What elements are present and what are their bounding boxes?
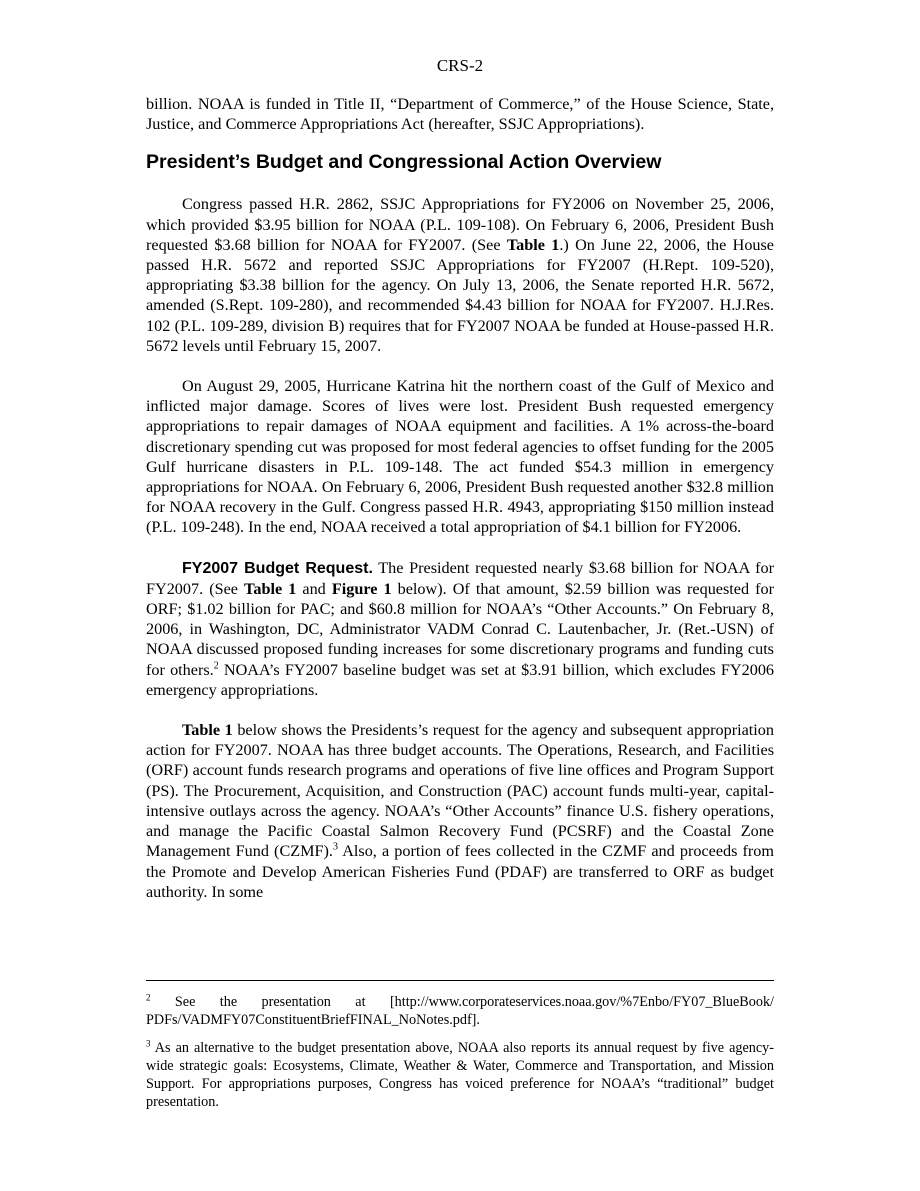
footnote-3: [146, 1039, 774, 1111]
footnote-mark: 2: [213, 660, 219, 672]
footnotes: [146, 980, 774, 1121]
table-1-reference: Table 1: [506, 235, 560, 254]
footnote-text: See the presentation at [http://www.corporateservices.noaa.gov/%7Enbo/FY07_BlueBook/ PDFs/VADMFY07ConstituentBriefFINAL_NoNotes.pdf].: [146, 994, 774, 1028]
para3-text-a: The President requested nearly $3.68 billion for NOAA for FY2007. (See: [146, 558, 774, 598]
page-header: CRS-2: [436, 56, 484, 75]
footnote-number: 2: [146, 992, 151, 1003]
para3-text-c: NOAA’s FY2007 baseline budget was set at $3.91 billion, which excludes FY2006 emergency appropriations.: [146, 660, 775, 699]
runin-heading: FY2007 Budget Request.: [182, 559, 373, 577]
footnote-2: [146, 993, 774, 1029]
body-text: [146, 94, 774, 902]
footnote-divider: [146, 980, 774, 981]
table-1-reference: Table 1: [244, 579, 297, 598]
para1-text-b: .) On June 22, 2006, the House passed H.R. 5672 and reported SSJC Appropriations for FY2007 (H.Rept. 109-520), appropriating $3.38 billion for the agency. On July 13, 2006, the Senate reported H.R. 5672, amended (S.Rept. 109-280), and recommended $4.43 billion for NOAA for FY2007. H.J.Res. 102 (P.L. 109-289, division B) requires that for FY2007 NOAA be funded at House-passed H.R. 5672 levels until February 15, 2007.: [146, 235, 774, 355]
footnote-mark: 3: [332, 841, 338, 853]
paragraph-budget-accounts: [146, 720, 774, 902]
section-heading: President’s Budget and Congressional Action Overview: [146, 151, 662, 174]
para3-text-b: below). Of that amount, $2.59 billion was requested for ORF; $1.02 billion for PAC; and $60.8 million for NOAA’s “Other Accounts.” On February 8, 2006, in Washington, DC, Administrator VADM Conrad C. Lautenbacher, Jr. (Ret.-USN) of NOAA discussed proposed funding increases for some discretionary programs and funding cuts for others.: [146, 579, 774, 679]
para1-text-a: Congress passed H.R. 2862, SSJC Appropriations for FY2006 on November 25, 2006, which provided $3.95 billion for NOAA (P.L. 109-108). On February 6, 2006, President Bush requested $3.68 billion for NOAA for FY2007. (See: [146, 195, 774, 254]
paragraph-fy2007-request: [146, 558, 774, 700]
figure-1-reference: Figure 1: [331, 579, 392, 598]
paragraph-hurricane-katrina: On August 29, 2005, Hurricane Katrina hit the northern coast of the Gulf of Mexico and inflicted major damage. Scores of lives were lost. President Bush requested emergency appropriations to repair damages of NOAA equipment and facilities. A 1% across-the-board discretionary spending cut was proposed for most federal agencies to offset funding for the 2005 Gulf hurricane disasters in P.L. 109-148. The act funded $54.3 million in emergency appropriations for NOAA. On February 6, 2006, President Bush requested another $32.8 million for NOAA recovery in the Gulf. Congress passed H.R. 4943, appropriating $150 million instead (P.L. 109-248). In the end, NOAA received a total appropriation of $4.1 billion for FY2006.: [146, 377, 774, 537]
paragraph-congress-action: [146, 194, 774, 356]
footnote-number: 3: [146, 1038, 151, 1049]
intro-paragraph: billion. NOAA is funded in Title II, “Department of Commerce,” of the House Science, State, Justice, and Commerce Appropriations Act (hereafter, SSJC Appropriations).: [146, 95, 774, 134]
para3-text-and: and: [296, 579, 332, 598]
para4-text-b: Also, a portion of fees collected in the CZMF and proceeds from the Promote and Develop American Fisheries Fund (PDAF) are transferred to ORF as budget authority. In some: [146, 842, 774, 901]
table-1-reference: Table 1: [182, 721, 233, 740]
para4-text-a: below shows the Presidents’s request for the agency and subsequent appropriation action for FY2007. NOAA has three budget accounts. The Operations, Research, and Facilities (ORF) account funds research programs and operations of five line offices and Program Support (PS). The Procurement, Acquisition, and Construction (PAC) account funds multi-year, capital-intensive outlays across the agency. NOAA’s “Other Accounts” finance U.S. fishery operations, and manage the Pacific Coastal Salmon Recovery Fund (PCSRF) and the Coastal Zone Management Fund (CZMF).: [146, 721, 774, 861]
footnote-text: As an alternative to the budget presentation above, NOAA also reports its annual request by five agency-wide strategic goals: Ecosystems, Climate, Weather & Water, Commerce and Transportation, and Mission Support. For appropriations purposes, Congress has voiced preference for NOAA’s “traditional” budget presentation.: [146, 1040, 774, 1110]
